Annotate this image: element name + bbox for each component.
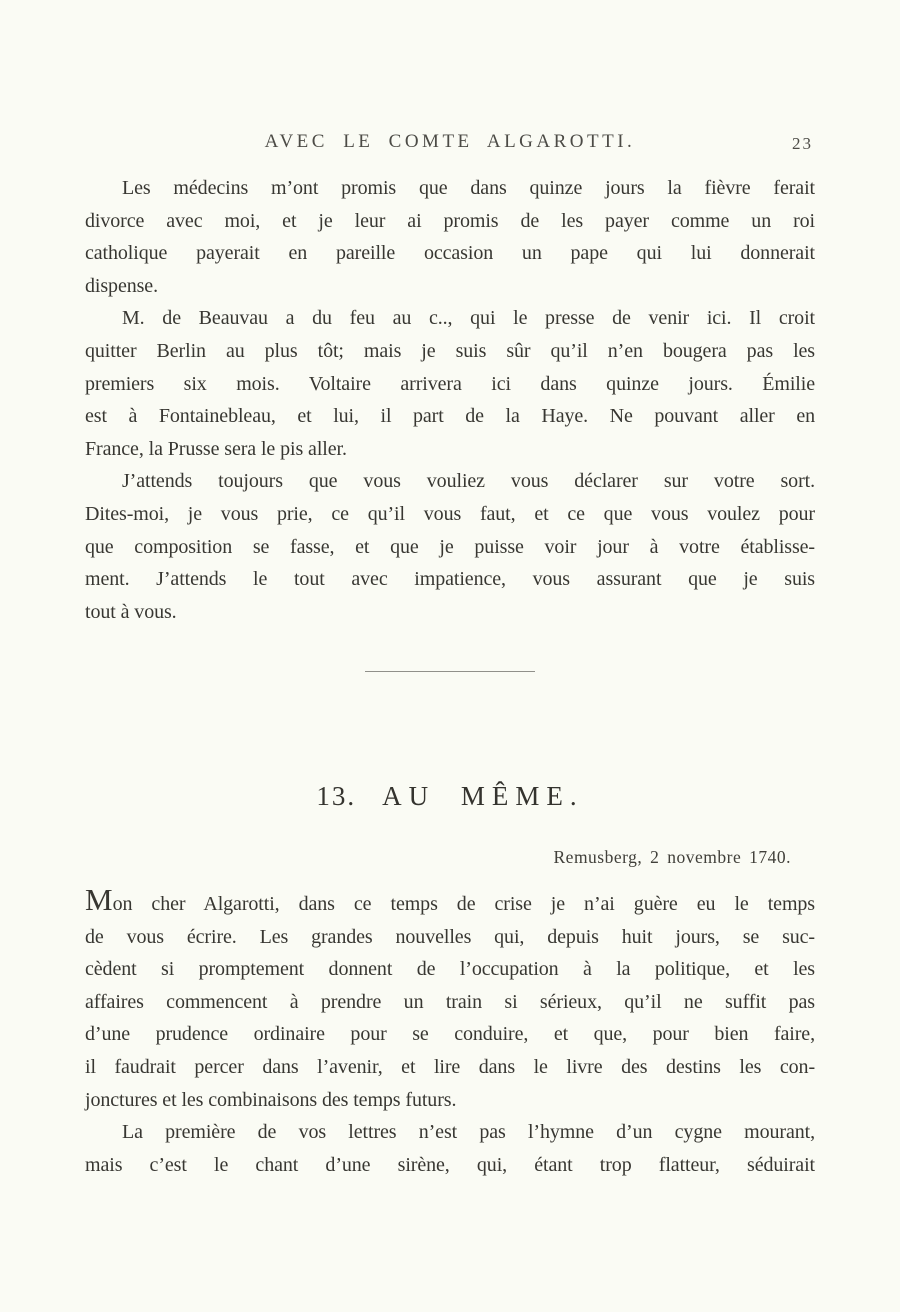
text-line [85,884,815,921]
text-line: premiers six mois. Voltaire arrivera ici dans quinze jours. Émilie [85,372,815,395]
text-line: il faudrait percer dans l’avenir, et lire dans le livre des destins les con- [85,1055,815,1078]
dateline: Remusberg, 2 novembre 1740. [553,847,791,867]
letter-13-body [85,884,815,1181]
letter-title: AU MÊME. [382,781,584,811]
text-line: Dites-moi, je vous prie, ce qu’il vous faut, et ce que vous voulez pour [85,502,815,525]
text-line: que composition se fasse, et que je puisse voir jour à votre établisse- [85,535,815,558]
text-line-continuation: on cher Algarotti, dans ce temps de crise je n’ai guère eu le temps [112,893,815,915]
text-line: d’une prudence ordinaire pour se conduire, et que, pour bien faire, [85,1023,815,1046]
running-header [85,131,815,159]
text-line: jonctures et les combinaisons des temps futurs. [85,1088,457,1111]
letter-12-body [85,172,815,628]
text-line: divorce avec moi, et je leur ai promis de les payer comme un roi [85,209,815,232]
text-line: ment. J’attends le tout avec impatience, vous assurant que je suis [85,568,815,591]
text-line: mais c’est le chant d’une sirène, qui, étant trop flatteur, séduirait [85,1153,815,1176]
text-line: cèdent si promptement donnent de l’occupation à la politique, et les [85,958,815,981]
text-line: quitter Berlin au plus tôt; mais je suis sûr qu’il n’en bougera pas les [85,339,815,362]
page-number: 23 [792,134,813,153]
text-line: M. de Beauvau a du feu au c.., qui le presse de venir ici. Il croit [122,307,815,330]
text-line: tout à vous. [85,600,177,623]
section-divider [365,671,535,672]
text-line: catholique payerait en pareille occasion un pape qui lui donnerait [85,242,815,265]
text-line: de vous écrire. Les grandes nouvelles qui, depuis huit jours, se suc- [85,925,815,948]
text-line: J’attends toujours que vous vouliez vous déclarer sur votre sort. [122,470,815,493]
letter-number: 13. [316,781,357,811]
text-line: affaires commencent à prendre un train si sérieux, qu’il ne suffit pas [85,990,815,1013]
text-line: est à Fontainebleau, et lui, il part de la Haye. Ne pouvant aller en [85,405,815,428]
text-line: Les médecins m’ont promis que dans quinze jours la fièvre ferait [122,177,815,199]
text-line: dispense. [85,274,158,297]
text-line: La première de vos lettres n’est pas l’hymne d’un cygne mourant, [122,1121,815,1144]
drop-cap-initial: M [85,882,113,917]
running-title: AVEC LE COMTE ALGAROTTI. [264,131,636,152]
letter-13-heading [85,781,815,812]
text-line: France, la Prusse sera le pis aller. [85,437,347,460]
